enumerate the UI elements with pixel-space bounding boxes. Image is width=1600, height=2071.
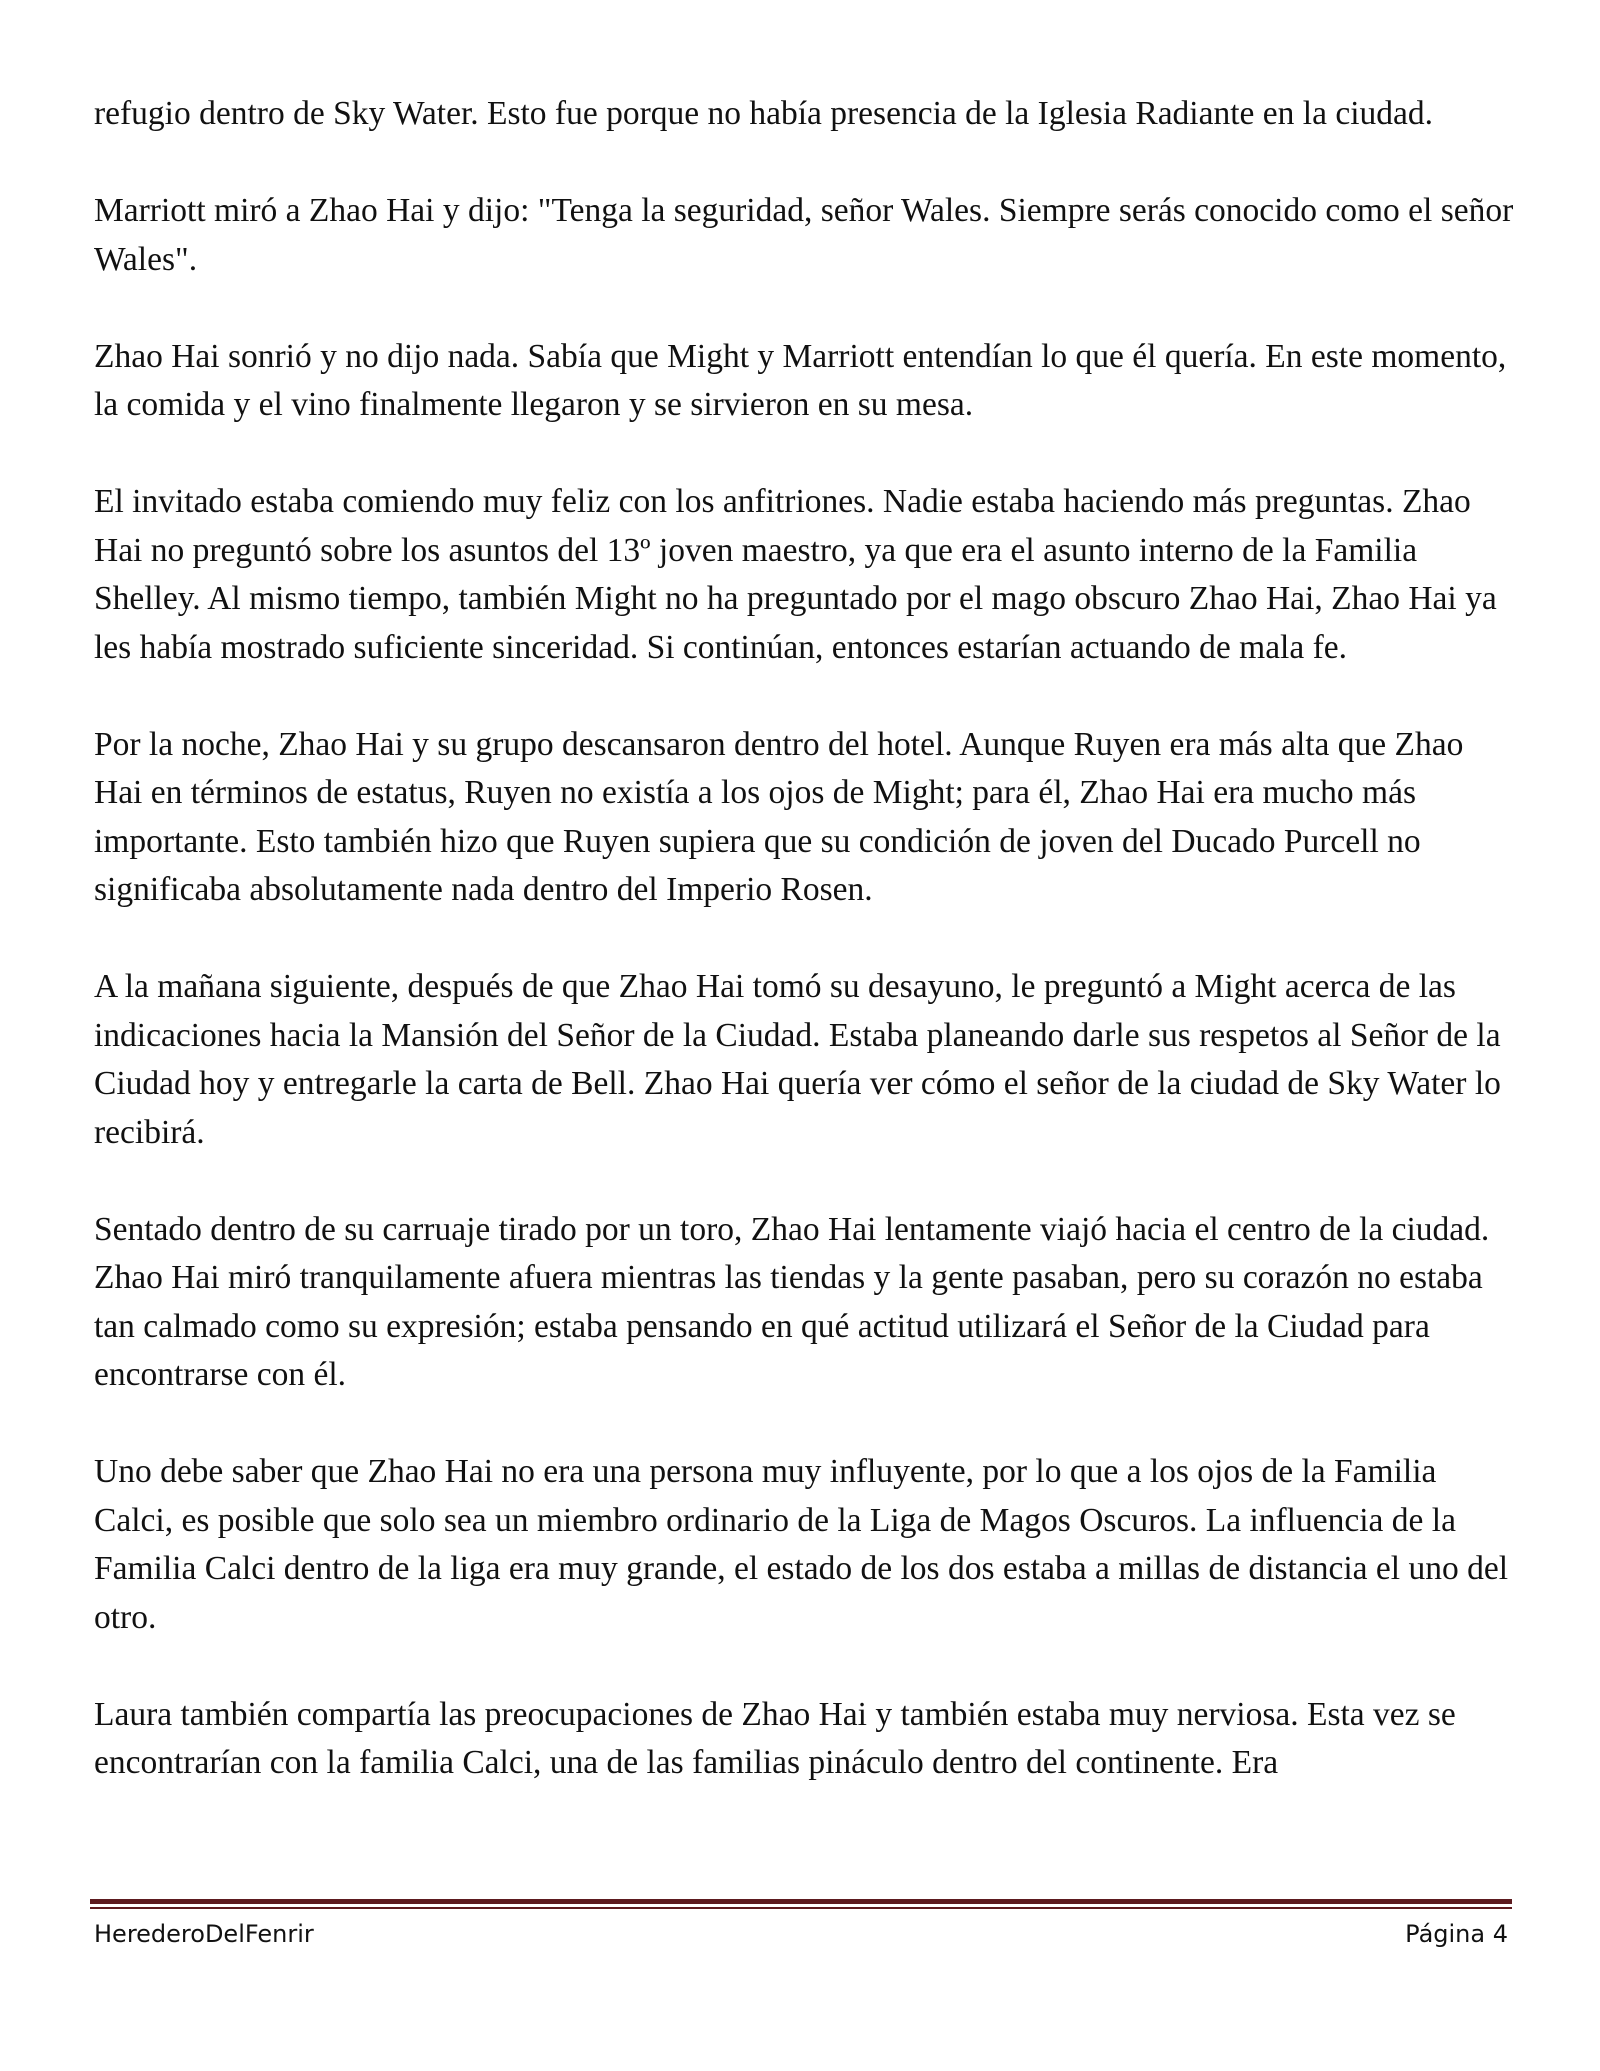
paragraph-3: Zhao Hai sonrió y no dijo nada. Sabía que Might y Marriott entendían lo que él quería. En este momento, la comida y el vino finalmente llegaron y se sirvieron en su mesa. [94, 337, 1507, 423]
paragraph-9: Laura también compartía las preocupaciones de Zhao Hai y también estaba muy nerviosa. Esta vez se encontrarían con la familia Calci, una de las familias pináculo dentro del continente. Era [94, 1695, 1456, 1781]
footer-page-number: Página 4 [1405, 1920, 1508, 1948]
page-footer [94, 1918, 1508, 1950]
paragraph-8: Uno debe saber que Zhao Hai no era una persona muy influyente, por lo que a los ojos de la Familia Calci, es posible que solo sea un miembro ordinario de la Liga de Magos Oscuros. La influencia de la Familia Calci dentro de la liga era muy grande, el estado de los dos estaba a millas de distancia el uno del otro. [94, 1453, 1509, 1636]
footer-rule-thin [90, 1907, 1512, 1909]
footer-author: HerederoDelFenrir [94, 1920, 314, 1948]
page-body [94, 90, 1514, 1788]
paragraph-5: Por la noche, Zhao Hai y su grupo descansaron dentro del hotel. Aunque Ruyen era más alta que Zhao Hai en términos de estatus, Ruyen no existía a los ojos de Might; para él, Zhao Hai era mucho más importante. Esto también hizo que Ruyen supiera que su condición de joven del Ducado Purcell no significaba absolutamente nada dentro del Imperio Rosen. [94, 725, 1464, 908]
paragraph-1: refugio dentro de Sky Water. Esto fue porque no había presencia de la Iglesia Radiante en la ciudad. [94, 95, 1434, 132]
paragraph-6: A la mañana siguiente, después de que Zhao Hai tomó su desayuno, le preguntó a Might acerca de las indicaciones hacia la Mansión del Señor de la Ciudad. Estaba planeando darle sus respetos al Señor de la Ciudad hoy y entregarle la carta de Bell. Zhao Hai quería ver cómo el señor de la ciudad de Sky Water lo recibirá. [94, 968, 1501, 1151]
paragraph-7: Sentado dentro de su carruaje tirado por un toro, Zhao Hai lentamente viajó hacia el centro de la ciudad. Zhao Hai miró tranquilamente afuera mientras las tiendas y la gente pasaban, pero su corazón no estaba tan calmado como su expresión; estaba pensando en qué actitud utilizará el Señor de la Ciudad para encontrarse con él. [94, 1210, 1490, 1393]
paragraph-2: Marriott miró a Zhao Hai y dijo: "Tenga la seguridad, señor Wales. Siempre serás conocido como el señor Wales". [94, 192, 1514, 278]
footer-rule [90, 1899, 1512, 1909]
paragraph-4: El invitado estaba comiendo muy feliz con los anfitriones. Nadie estaba haciendo más preguntas. Zhao Hai no preguntó sobre los asuntos del 13º joven maestro, ya que era el asunto interno de la Familia Shelley. Al mismo tiempo, también Might no ha preguntado por el mago obscuro Zhao Hai, Zhao Hai ya les había mostrado suficiente sinceridad. Si continúan, entonces estarían actuando de mala fe. [94, 483, 1497, 666]
